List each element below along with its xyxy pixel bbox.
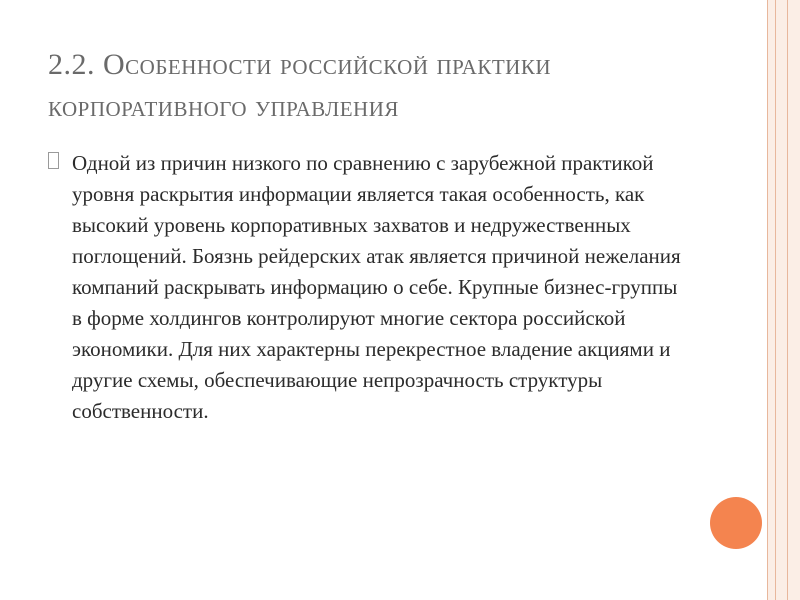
- decorative-line: [767, 0, 768, 600]
- slide-title: 2.2. Особенности российской практики корпоративного управления: [48, 48, 551, 123]
- decorative-right-band: [768, 0, 800, 600]
- bullet-icon: [48, 152, 59, 169]
- decorative-line: [775, 0, 776, 600]
- decorative-circle: [710, 497, 762, 549]
- decorative-line: [787, 0, 788, 600]
- bullet-text: Одной из причин низкого по сравнению с зарубежной практикой уровня раскрытия информации является такая особенность, как высокий уровень корпоративных захватов и недружественных поглощений. Боязнь рейдерских атак является причиной нежелания компаний раскрывать информацию о себе. Крупные бизнес-группы в форме холдингов контролируют многие сектора российской экономики. Для них характерны перекрестное владение акциями и другие схемы, обеспечивающие непрозрачность структуры собственности.: [72, 151, 681, 423]
- slide-body: [48, 148, 688, 427]
